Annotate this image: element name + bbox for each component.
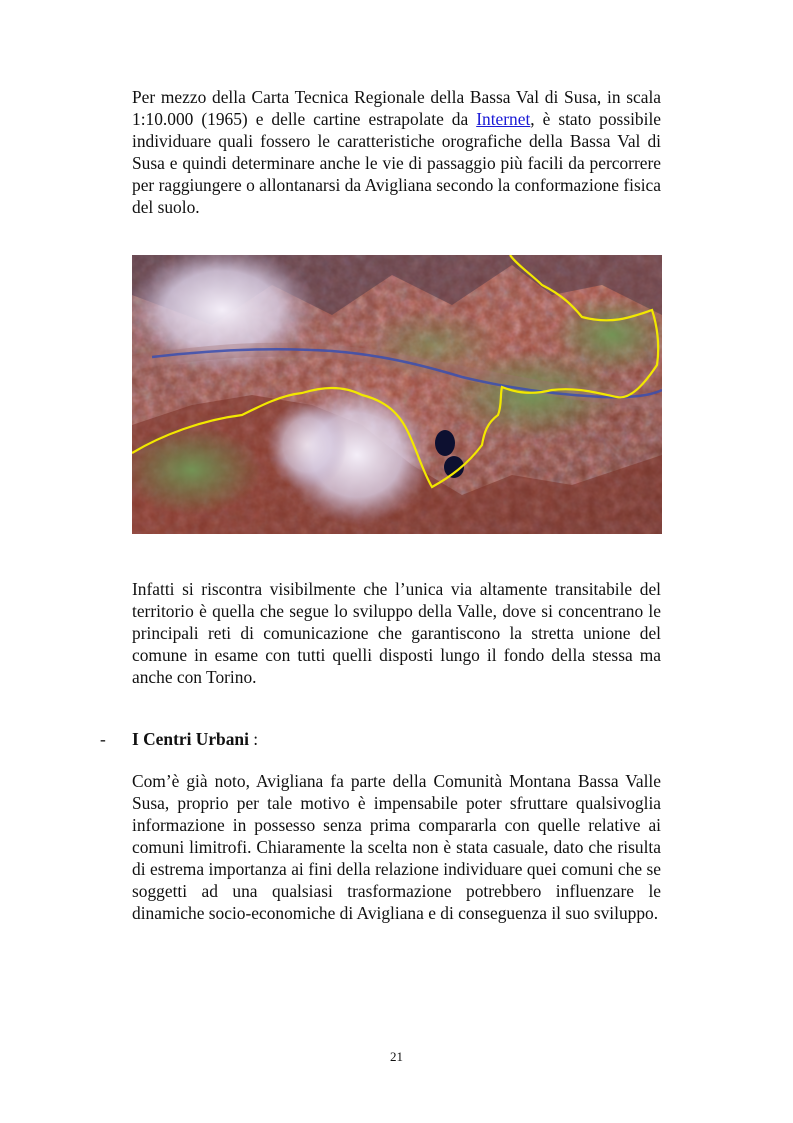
section-heading	[132, 728, 258, 750]
internet-link[interactable]: Internet	[476, 109, 531, 129]
intro-paragraph	[132, 86, 661, 218]
section-title: I Centri Urbani	[132, 729, 249, 749]
intro-text-after-link: , è stato possibile individuare quali fossero le caratteristiche orografiche della Bassa Val di Susa e quindi determinare anche le vie di passaggio più facili da percorrere per raggiungere o allontanarsi da Avigliana secondo la conformazione fisica del suolo.	[132, 109, 661, 217]
page-number: 21	[390, 1049, 403, 1064]
section-title-suffix: :	[248, 729, 259, 749]
section-bullet: -	[100, 729, 106, 749]
satellite-map-icon	[132, 255, 662, 534]
intro-text-before-link: Per mezzo della Carta Tecnica Regionale della Bassa Val di Susa, in scala 1:10.000 (1965) e delle cartine estrapolate da	[132, 87, 661, 129]
urban-centers-paragraph: Com’è già noto, Avigliana fa parte della Comunità Montana Bassa Valle Susa, proprio per tale motivo è impensabile poter sfruttare qualsivoglia informazione in possesso senza prima compararla con quelle relative ai comuni limitrofi. Chiaramente la scelta non è stata casuale, dato che risulta di estrema importanza ai fini della relazione individuare quei comuni che se soggetti ad una qualsiasi trasformazione potrebbero influenzare le dinamiche socio-economiche di Avigliana e di conseguenza il suo sviluppo.	[132, 771, 661, 923]
satellite-map-image	[132, 255, 662, 534]
valley-paragraph: Infatti si riscontra visibilmente che l’unica via altamente transitabile del territorio è quella che segue lo sviluppo della Valle, dove si concentrano le principali reti di comunicazione che garantiscono la stretta unione del comune in esame con tutti quelli disposti lungo il fondo della stessa ma anche con Torino.	[132, 579, 661, 687]
